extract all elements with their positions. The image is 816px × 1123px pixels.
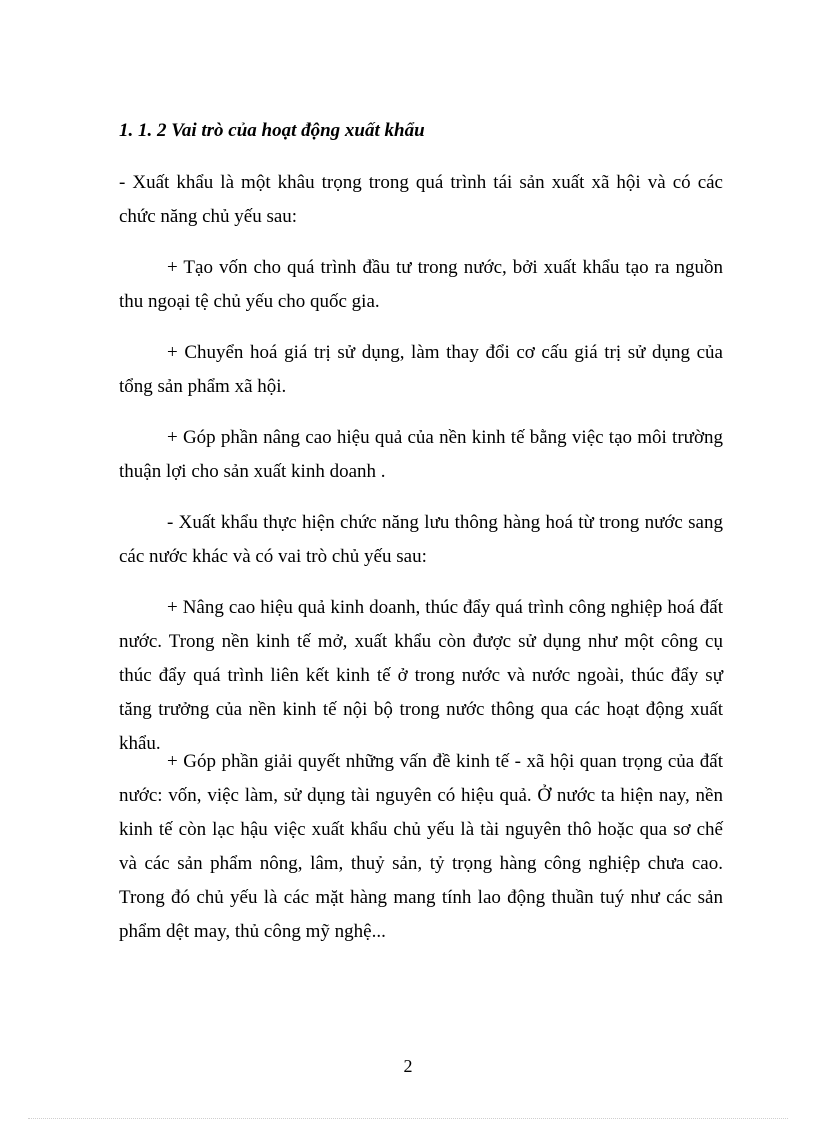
paragraph-export-functions: - Xuất khẩu là một khâu trọng trong quá trình tái sản xuất xã hội và có các chức năng chủ yếu sau: [119,172,723,227]
paragraph-capital-creation: + Tạo vốn cho quá trình đầu tư trong nước, bởi xuất khẩu tạo ra nguồn thu ngoại tệ chủ yếu cho quốc gia. [119,257,723,312]
paragraph-socioeconomic-issues: + Góp phần giải quyết những vấn đề kinh tế - xã hội quan trọng của đất nước: vốn, việc làm, sử dụng tài nguyên có hiệu quả. Ở nước ta hiện nay, nền kinh tế còn lạc hậu việc xuất khẩu chủ yếu là tài nguyên thô hoặc qua sơ chế và các sản phẩm nông, lâm, thuỷ sản, tỷ trọng hàng công nghiệp chưa cao. Trong đó chủ yếu là các mặt hàng mang tính lao động thuần tuý như các sản phẩm dệt may, thủ công mỹ nghệ... [119,751,723,942]
paragraph-value-transformation: + Chuyển hoá giá trị sử dụng, làm thay đổi cơ cấu giá trị sử dụng của tổng sản phẩm xã hội. [119,342,723,397]
page-bottom-divider [28,1118,788,1119]
page-number: 2 [403,1056,413,1076]
paragraph-business-efficiency: + Nâng cao hiệu quả kinh doanh, thúc đẩy quá trình công nghiệp hoá đất nước. Trong nền kinh tế mở, xuất khẩu còn được sử dụng như một công cụ thúc đẩy quá trình liên kết kinh tế ở trong nước và nước ngoài, thúc đẩy sự tăng trưởng của nền kinh tế nội bộ trong nước thông qua các hoạt động xuất khẩu. [119,597,723,754]
paragraph-circulation-function: - Xuất khẩu thực hiện chức năng lưu thông hàng hoá từ trong nước sang các nước khác và có vai trò chủ yếu sau: [119,512,723,567]
paragraph-economic-efficiency: + Góp phần nâng cao hiệu quả của nền kinh tế bằng việc tạo môi trường thuận lợi cho sản xuất kinh doanh . [119,427,723,482]
section-heading: 1. 1. 2 Vai trò của hoạt động xuất khẩu [119,120,425,141]
